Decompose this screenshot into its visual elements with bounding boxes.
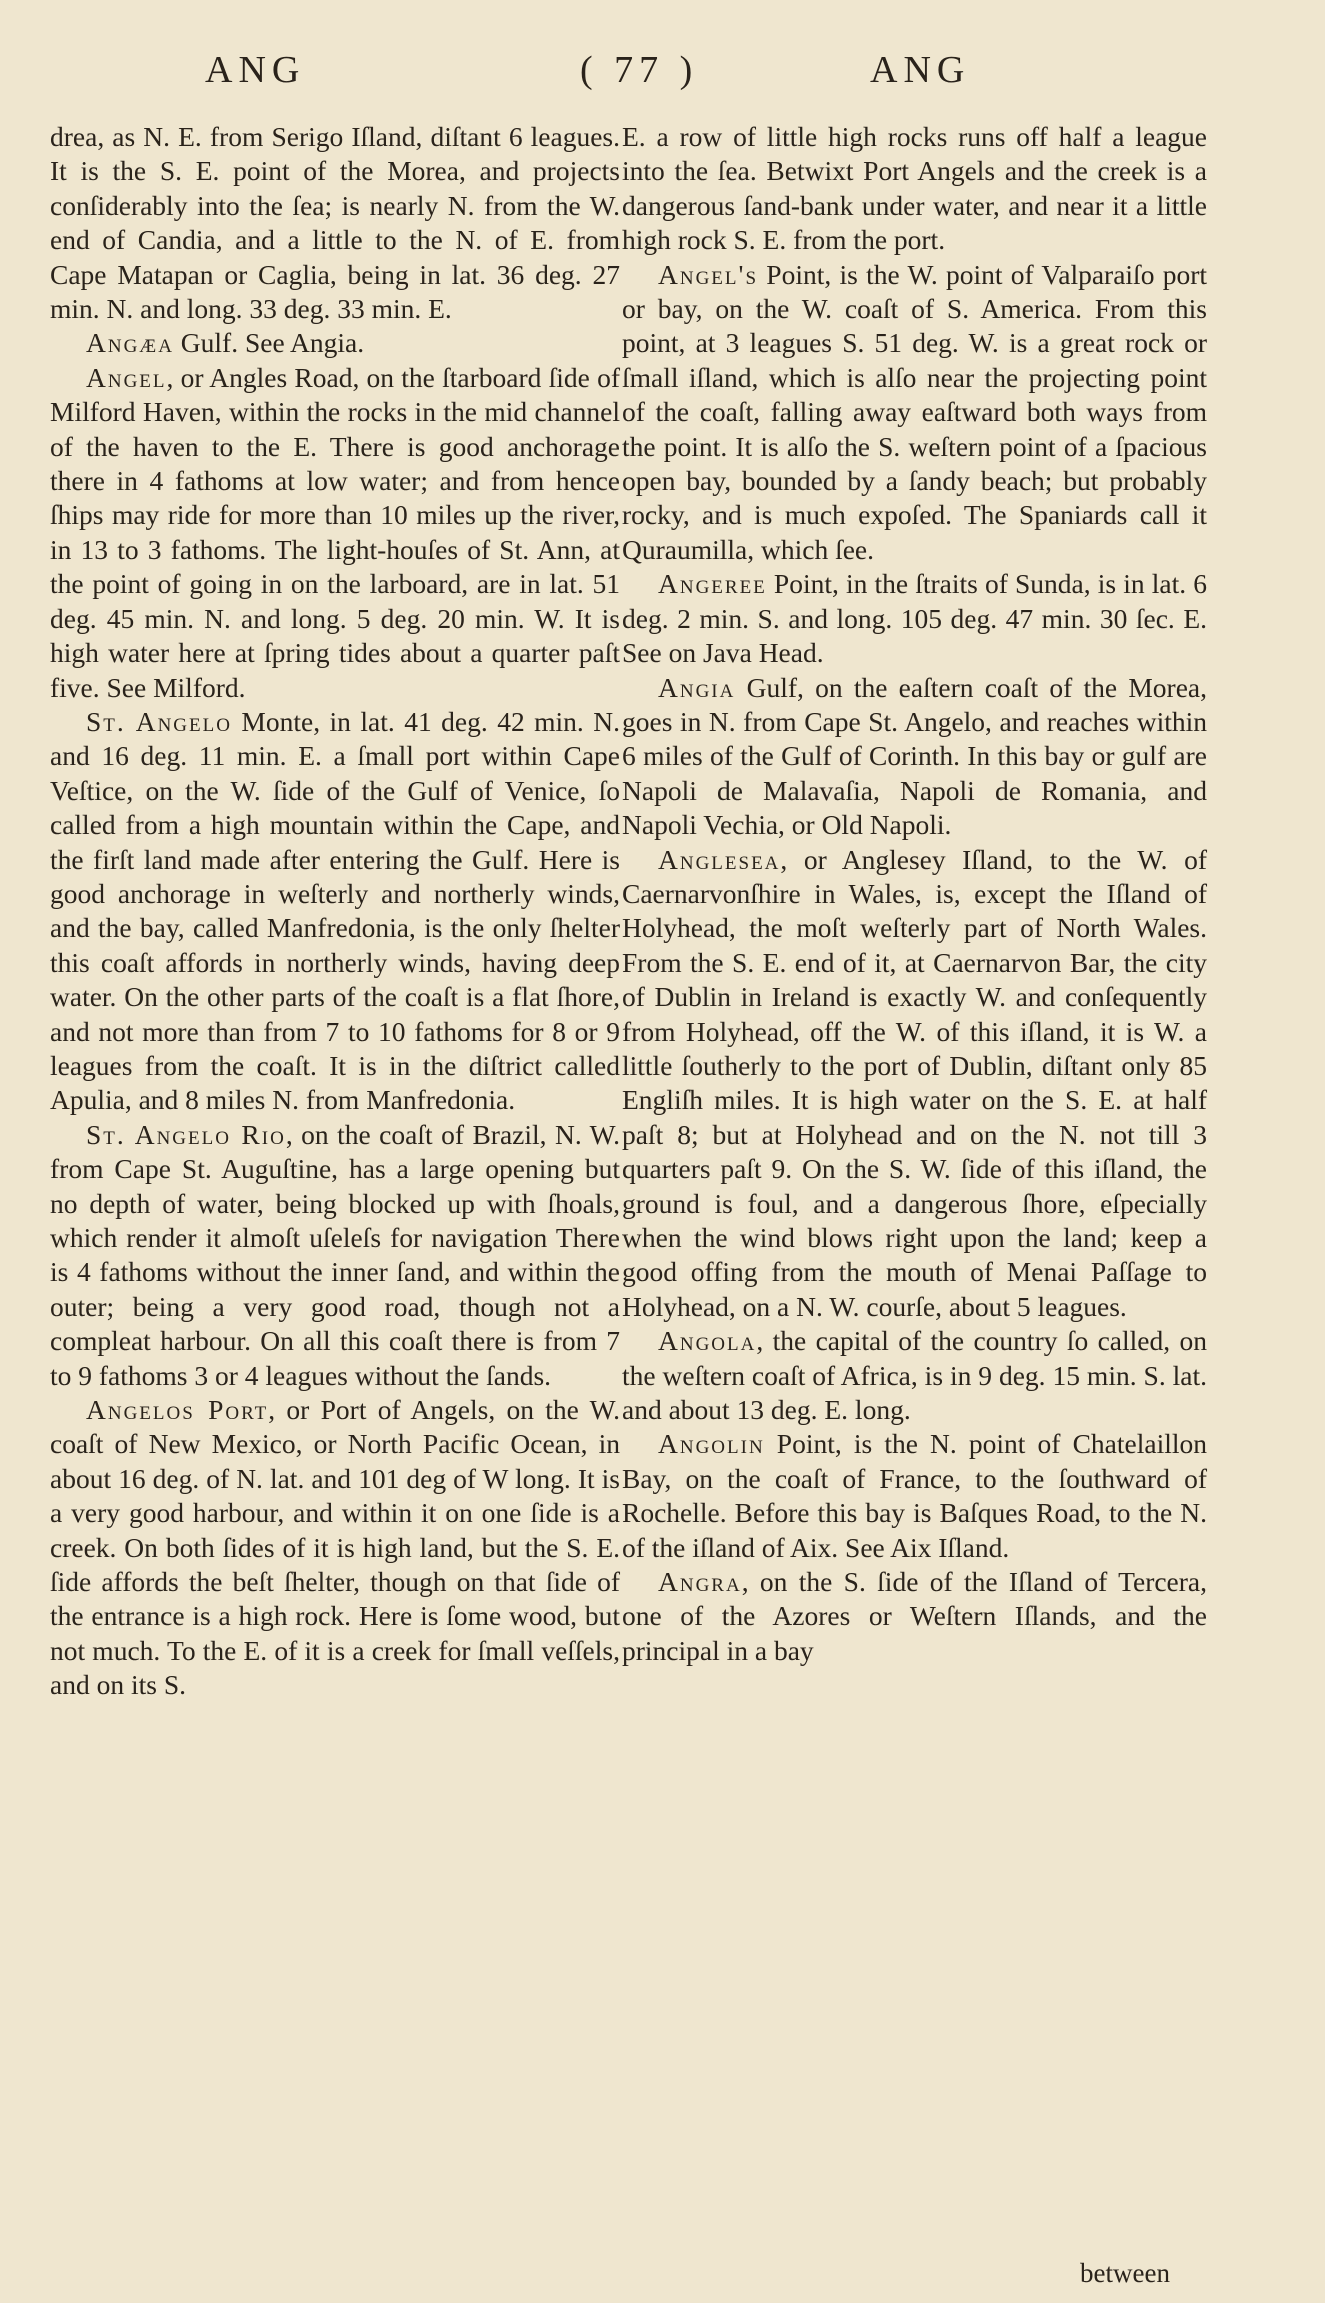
- entry-continued: drea, as N. E. from Serigo Iſland, diſtant 6 leagues. It is the S. E. point of the Morea, and projects conſiderably into the ſea; is nearly N. from the W. end of Candia, and a little to the N. of E. from Cape Matapan or Caglia, being in lat. 36 deg. 27 min. N. and long. 33 deg. 33 min. E.: [50, 121, 620, 325]
- running-header: [0, 48, 1325, 108]
- entry-angola: Angola, the capital of the country ſo called, on the weſtern coaſt of Africa, is in 9 deg. 15 min. S. lat. and about 13 deg. E. long.: [622, 1325, 1207, 1426]
- entry-angeree: Angeree Point, in the ſtraits of Sunda, is in lat. 6 deg. 2 min. S. and long. 105 deg. 47 min. 30 ſec. E. See on Java Head.: [622, 568, 1207, 669]
- page-number: ( 77 ): [580, 49, 699, 91]
- entry-st-angelo-rio: St. Angelo Rio, on the coaſt of Brazil, N. W. from Cape St. Auguſtine, has a large opening but no depth of water, being blocked up with ſhoals, which render it almoſt uſeleſs for navigation There is 4 fathoms without the inner ſand, and within the outer; being a very good road, though not a compleat harbour. On all this coaſt there is from 7 to 9 fathoms 3 or 4 leagues without the ſands.: [50, 1118, 620, 1391]
- entry-continued-right: E. a row of little high rocks runs off half a league into the ſea. Betwixt Port Angels and the creek is a dangerous ſand-bank under water, and near it a little high rock S. E. from the port.: [622, 121, 1207, 256]
- entry-angra: Angra, on the S. ſide of the Iſland of Tercera, one of the Azores or Weſtern Iſlands, and the principal in a bay: [622, 1566, 1207, 1666]
- header-left-word: ANG: [205, 49, 306, 91]
- entry-angia: Angia Gulf, on the eaſtern coaſt of the Morea, goes in N. from Cape St. Angelo, and reaches within 6 miles of the Gulf of Corinth. In this bay or gulf are Napoli de Malavaſia, Napoli de Romania, and Napoli Vechia, or Old Napoli.: [622, 671, 1207, 841]
- left-column: [50, 120, 620, 1703]
- entry-angels-point: Angel's Point, is the W. point of Valparaiſo port or bay, on the W. coaſt of S. America. From this point, at 3 leagues S. 51 deg. W. is a great rock or ſmall iſland, which is alſo near the projecting point of the coaſt, falling away eaſtward both ways from the point. It is alſo the S. weſtern point of a ſpacious open bay, bounded by a ſandy beach; but probably rocky, and is much expoſed. The Spaniards call it Quraumilla, which ſee.: [622, 258, 1207, 565]
- header-right-word: ANG: [870, 49, 971, 91]
- right-column: [622, 120, 1207, 1668]
- entry-anglesea: Anglesea, or Anglesey Iſland, to the W. of Caernarvonſhire in Wales, is, except the Iſland of Holyhead, the moſt weſterly part of North Wales. From the S. E. end of it, at Caernarvon Bar, the city of Dublin in Ireland is exactly W. and conſequently from Holyhead, off the W. of this iſland, it is W. a little ſoutherly to the port of Dublin, diſtant only 85 Engliſh miles. It is high water on the S. E. at half paſt 8; but at Holyhead and on the N. not till 3 quarters paſt 9. On the S. W. ſide of this iſland, the ground is foul, and a dangerous ſhore, eſpecially when the wind blows right upon the land; keep a good offing from the mouth of Menai Paſſage to Holyhead, on a N. W. courſe, about 5 leagues.: [622, 843, 1207, 1322]
- catchword: between: [1080, 2258, 1170, 2288]
- entry-angolin: Angolin Point, is the N. point of Chatelaillon Bay, on the coaſt of France, to the ſouthward of Rochelle. Before this bay is Baſques Road, to the N. of the iſland of Aix. See Aix Iſland.: [622, 1428, 1207, 1563]
- entry-angel: Angel, or Angles Road, on the ſtarboard ſide of Milford Haven, within the rocks in the mid channel of the haven to the E. There is good anchorage there in 4 fathoms at low water; and from hence ſhips may ride for more than 10 miles up the river, in 13 to 3 fathoms. The light-houſes of St. Ann, at the point of going in on the larboard, are in lat. 51 deg. 45 min. N. and long. 5 deg. 20 min. W. It is high water here at ſpring tides about a quarter paſt five. See Milford.: [50, 361, 620, 703]
- entry-angelos-port: Angelos Port, or Port of Angels, on the W. coaſt of New Mexico, or North Pacific Ocean, in about 16 deg. of N. lat. and 101 deg of W long. It is a very good harbour, and within it on one ſide is a creek. On both ſides of it is high land, but the S. E. ſide affords the beſt ſhelter, though on that ſide of the entrance is a high rock. Here is ſome wood, but not much. To the E. of it is a creek for ſmall veſſels, and on its S.: [50, 1394, 620, 1701]
- entry-st-angelo-monte: St. Angelo Monte, in lat. 41 deg. 42 min. N. and 16 deg. 11 min. E. a ſmall port within Cape Veſtice, on the W. ſide of the Gulf of Venice, ſo called from a high mountain within the Cape, and the firſt land made after entering the Gulf. Here is good anchorage in weſterly and northerly winds, and the bay, called Manfredonia, is the only ſhelter this coaſt affords in northerly winds, having deep water. On the other parts of the coaſt is a flat ſhore, and not more than from 7 to 10 fathoms for 8 or 9 leagues from the coaſt. It is in the diſtrict called Apulia, and 8 miles N. from Manfredonia.: [50, 705, 620, 1116]
- entry-angaea: Angæa Gulf. See Angia.: [86, 327, 365, 359]
